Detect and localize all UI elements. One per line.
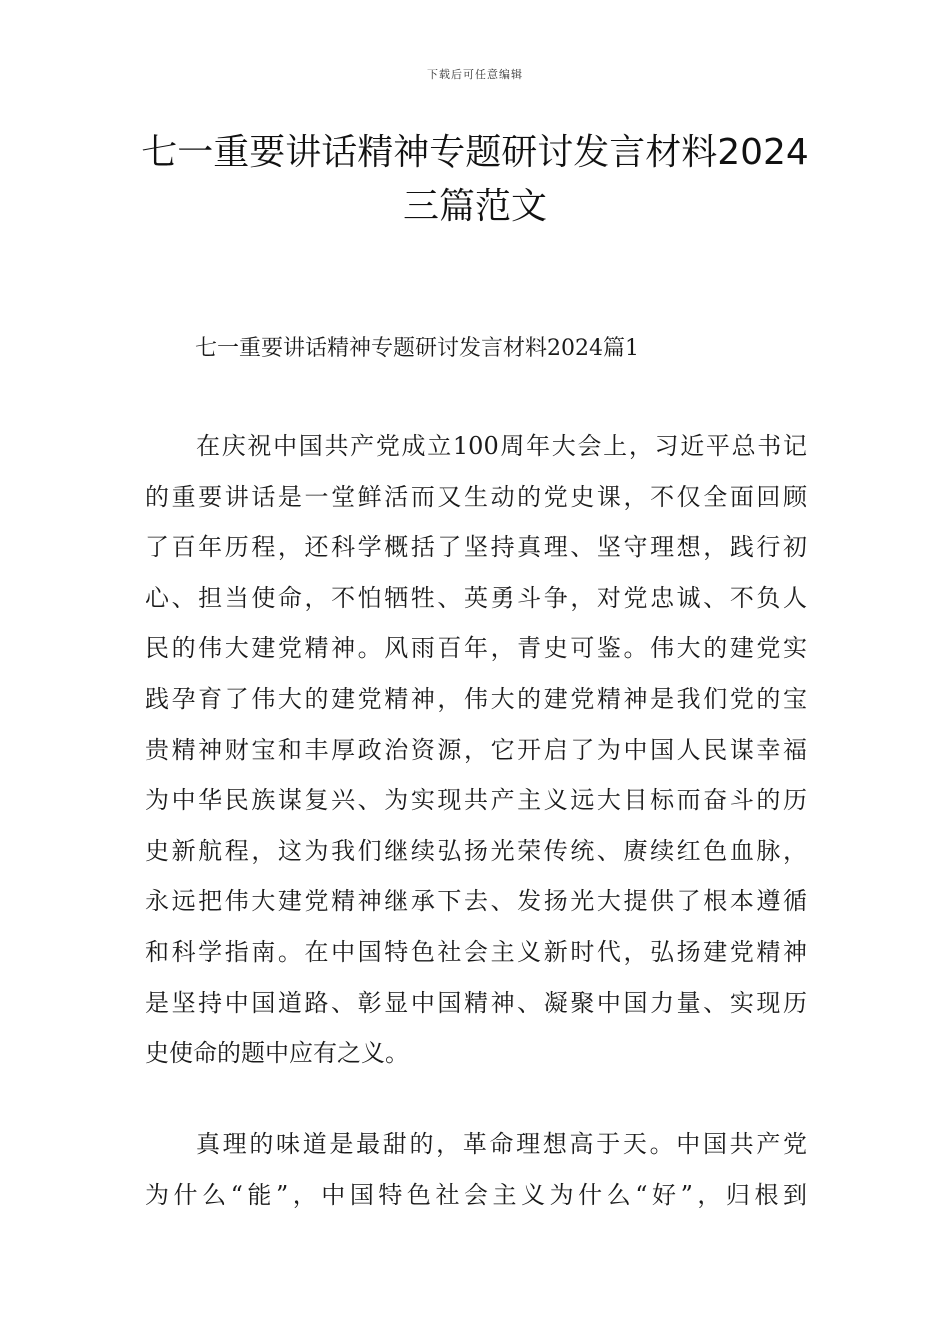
- paragraph-line: 真理的味道是最甜的，革命理想高于天。中国共产党: [196, 1130, 807, 1158]
- section-heading: 七一重要讲话精神专题研讨发言材料2024篇1: [195, 336, 639, 361]
- paragraph-line: 是坚持中国道路、彰显中国精神、凝聚中国力量、实现历: [145, 988, 807, 1017]
- paragraph-line: 永远把伟大建党精神继承下去、发扬光大提供了根本遵循: [145, 887, 807, 916]
- header-note: 下载后可任意编辑: [427, 68, 523, 81]
- paragraph-2: [145, 1119, 807, 1220]
- paragraph-line: 史新航程，这为我们继续弘扬光荣传统、赓续红色血脉，: [145, 836, 807, 865]
- paragraph-line: 贵精神财宝和丰厚政治资源，它开启了为中国人民谋幸福: [145, 735, 807, 764]
- paragraph-line: 在庆祝中国共产党成立100周年大会上，习近平总书记: [196, 432, 807, 460]
- document-title-line-2: 三篇范文: [402, 186, 547, 227]
- paragraph-line: 史使命的题中应有之义。: [145, 1039, 409, 1068]
- paragraph-line: 为中华民族谋复兴、为实现共产主义远大目标而奋斗的历: [145, 786, 807, 815]
- document-title-line-1: 七一重要讲话精神专题研讨发言材料2024: [141, 132, 809, 173]
- paragraph-line: 民的伟大建党精神。风雨百年，青史可鉴。伟大的建党实: [145, 634, 807, 663]
- paragraph-1: [145, 421, 807, 1079]
- paragraph-line: 践孕育了伟大的建党精神，伟大的建党精神是我们党的宝: [145, 684, 807, 713]
- paragraph-line: 了百年历程，还科学概括了坚持真理、坚守理想，践行初: [145, 533, 807, 562]
- document-title: [120, 126, 830, 234]
- paragraph-line: 心、担当使命，不怕牺牲、英勇斗争，对党忠诚、不负人: [145, 583, 807, 612]
- paragraph-line: 的重要讲话是一堂鲜活而又生动的党史课，不仅全面回顾: [145, 482, 807, 511]
- paragraph-line: 和科学指南。在中国特色社会主义新时代，弘扬建党精神: [145, 937, 807, 966]
- paragraph-line: 为什么“能”，中国特色社会主义为什么“好”，归根到: [145, 1180, 807, 1209]
